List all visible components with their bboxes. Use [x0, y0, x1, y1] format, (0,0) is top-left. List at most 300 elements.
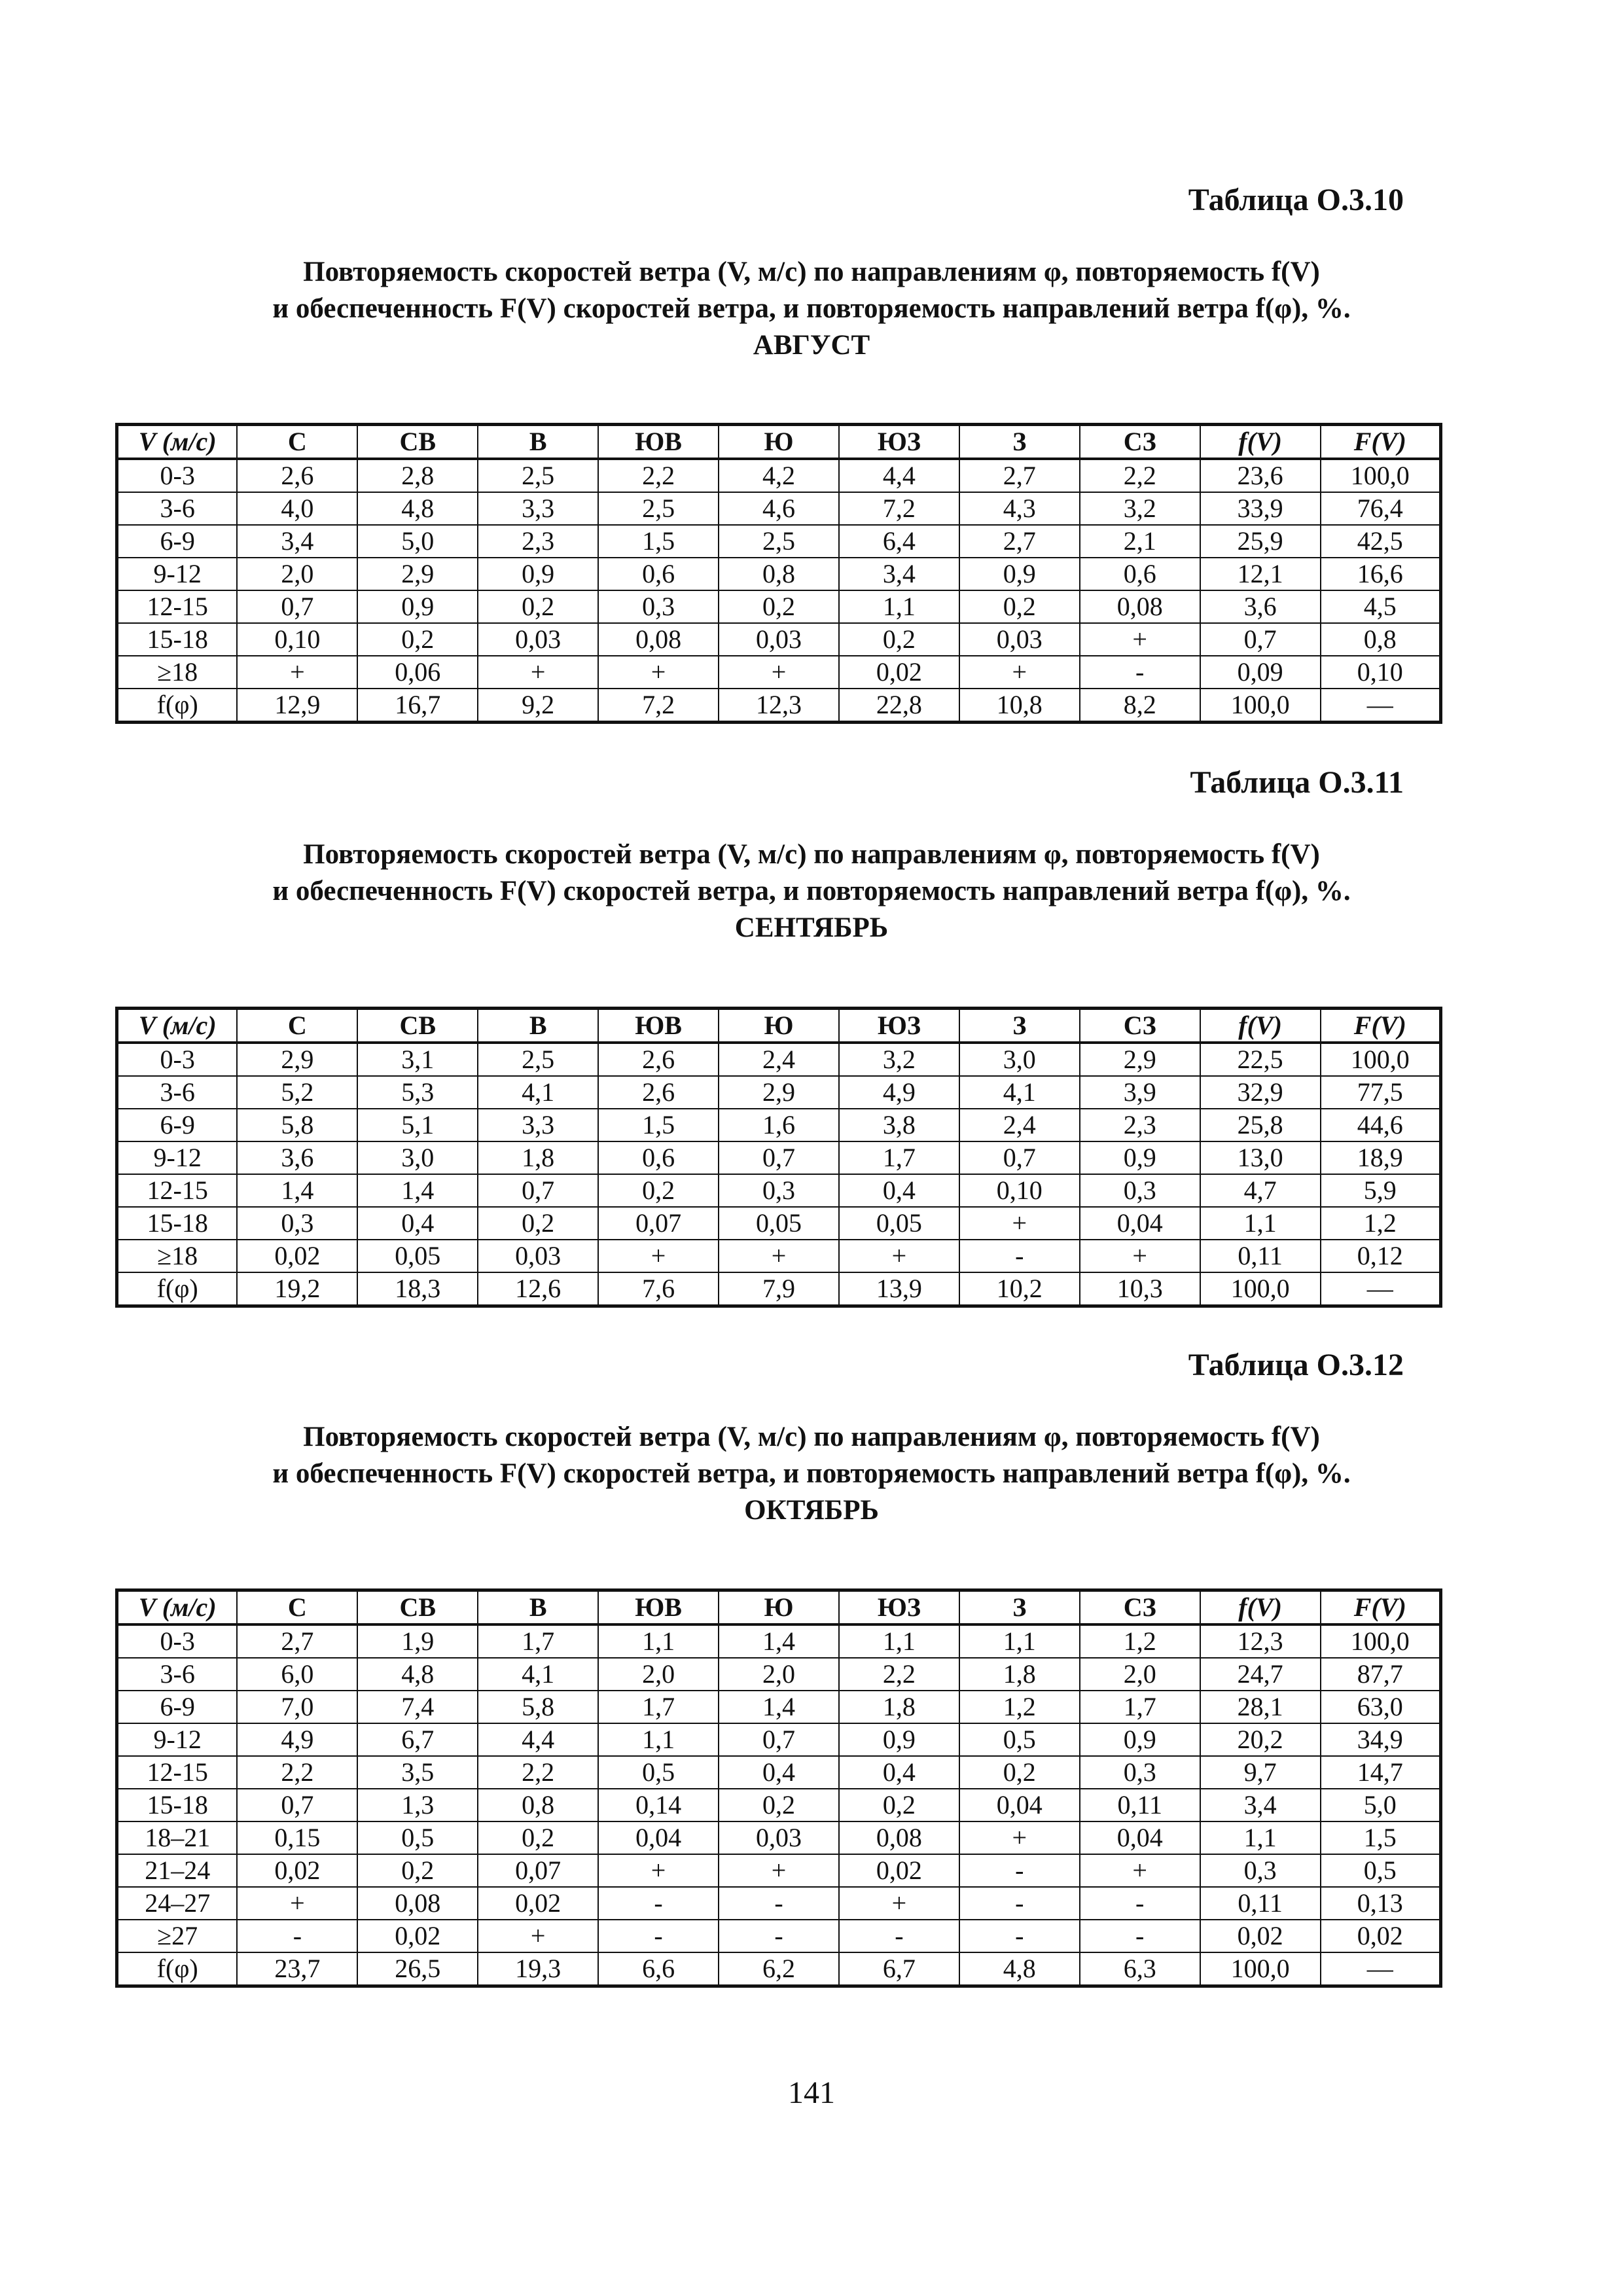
table-cell: + [237, 656, 357, 689]
table-cell: 0,5 [1321, 1854, 1441, 1887]
table-cell: 5,1 [357, 1109, 478, 1141]
table-cell: 0,9 [1080, 1141, 1200, 1174]
table-cell: 0,02 [478, 1887, 598, 1920]
table-cell: 5,0 [357, 525, 478, 558]
table-cell: + [598, 656, 719, 689]
row-label-cell: 9-12 [117, 558, 238, 590]
column-header: З [959, 1009, 1080, 1043]
table-cell: 0,07 [478, 1854, 598, 1887]
table-caption [0, 254, 1623, 364]
table-cell: — [1321, 1952, 1441, 1986]
column-header: С [237, 1009, 357, 1043]
table-cell: 1,5 [1321, 1821, 1441, 1854]
table-cell: 1,2 [1321, 1207, 1441, 1240]
table-cell: 6,4 [839, 525, 959, 558]
table-cell: 5,2 [237, 1076, 357, 1109]
table-cell: 0,02 [839, 1854, 959, 1887]
table-cell: 1,4 [719, 1691, 839, 1723]
column-header: СВ [357, 425, 478, 459]
table-cell: 4,4 [839, 459, 959, 492]
table-row [117, 689, 1441, 723]
table-cell: 0,2 [598, 1174, 719, 1207]
table-cell: 0,10 [237, 623, 357, 656]
table-cell: 0,15 [237, 1821, 357, 1854]
table-cell: 63,0 [1321, 1691, 1441, 1723]
table-cell: 100,0 [1200, 1272, 1321, 1306]
row-label-cell: 6-9 [117, 1109, 238, 1141]
table-cell: 0,2 [959, 590, 1080, 623]
table-cell: 33,9 [1200, 492, 1321, 525]
column-header: f(V) [1200, 1009, 1321, 1043]
table-cell: 2,1 [1080, 525, 1200, 558]
table-cell: 100,0 [1200, 1952, 1321, 1986]
table-cell: 0,2 [478, 1207, 598, 1240]
column-header: ЮЗ [839, 1009, 959, 1043]
row-label-cell: 0-3 [117, 459, 238, 492]
column-header: ЮЗ [839, 1590, 959, 1625]
table-cell: 6,6 [598, 1952, 719, 1986]
table-cell: 0,5 [357, 1821, 478, 1854]
table-cell: 25,8 [1200, 1109, 1321, 1141]
table-cell: + [237, 1887, 357, 1920]
column-header: СЗ [1080, 425, 1200, 459]
table-cell: 0,6 [1080, 558, 1200, 590]
table-cell: 4,8 [357, 1658, 478, 1691]
table-cell: 5,3 [357, 1076, 478, 1109]
row-label-cell: f(φ) [117, 689, 238, 723]
table-cell: 2,9 [1080, 1043, 1200, 1076]
row-label-cell: 21–24 [117, 1854, 238, 1887]
table-cell: 0,4 [839, 1174, 959, 1207]
table-cell: 3,2 [1080, 492, 1200, 525]
table-cell: 2,9 [357, 558, 478, 590]
column-header: f(V) [1200, 1590, 1321, 1625]
table-cell: 16,6 [1321, 558, 1441, 590]
table-cell: 2,6 [237, 459, 357, 492]
table-cell: - [719, 1887, 839, 1920]
row-label-cell: 0-3 [117, 1043, 238, 1076]
wind-table [115, 423, 1442, 724]
table-cell: + [719, 1240, 839, 1272]
table-cell: 24,7 [1200, 1658, 1321, 1691]
table-cell: 2,2 [839, 1658, 959, 1691]
table-cell: 0,14 [598, 1789, 719, 1821]
table-cell: 0,3 [598, 590, 719, 623]
table-cell: 0,4 [719, 1756, 839, 1789]
column-header: З [959, 1590, 1080, 1625]
table-cell: - [598, 1920, 719, 1952]
table-cell: 0,6 [598, 1141, 719, 1174]
table-row [117, 1240, 1441, 1272]
table-row [117, 492, 1441, 525]
header-row [117, 425, 1441, 459]
table-cell: 4,4 [478, 1723, 598, 1756]
table-cell: 3,3 [478, 492, 598, 525]
table-cell: 19,3 [478, 1952, 598, 1986]
table-cell: 3,6 [237, 1141, 357, 1174]
table-cell: 3,0 [357, 1141, 478, 1174]
table-cell: - [959, 1920, 1080, 1952]
table-cell: 3,0 [959, 1043, 1080, 1076]
table-caption [0, 1419, 1623, 1529]
table-cell: 8,2 [1080, 689, 1200, 723]
table-cell: + [719, 1854, 839, 1887]
table-cell: 0,11 [1200, 1887, 1321, 1920]
table-cell: + [598, 1240, 719, 1272]
table-cell: 0,2 [357, 1854, 478, 1887]
table-cell: 0,5 [598, 1756, 719, 1789]
table-cell: 0,3 [719, 1174, 839, 1207]
table-cell: 2,3 [478, 525, 598, 558]
table-row [117, 1887, 1441, 1920]
table-cell: + [719, 656, 839, 689]
row-label-cell: 3-6 [117, 1076, 238, 1109]
table-cell: 22,5 [1200, 1043, 1321, 1076]
table-cell: 1,8 [959, 1658, 1080, 1691]
table-cell: 2,5 [478, 1043, 598, 1076]
table-cell: 4,2 [719, 459, 839, 492]
table-cell: 2,7 [959, 459, 1080, 492]
row-label-cell: 15-18 [117, 1789, 238, 1821]
column-header: ЮВ [598, 425, 719, 459]
table-cell: 0,10 [1321, 656, 1441, 689]
row-label-cell: 6-9 [117, 1691, 238, 1723]
row-label-cell: 9-12 [117, 1723, 238, 1756]
table-cell: 2,6 [598, 1076, 719, 1109]
table-row [117, 656, 1441, 689]
table-cell: 0,08 [1080, 590, 1200, 623]
table-cell: 3,4 [839, 558, 959, 590]
column-header: В [478, 425, 598, 459]
row-label-cell: 3-6 [117, 1658, 238, 1691]
table-cell: 0,02 [1200, 1920, 1321, 1952]
table-cell: 6,7 [839, 1952, 959, 1986]
table-cell: 0,2 [357, 623, 478, 656]
table-cell: 0,2 [478, 590, 598, 623]
table-cell: - [959, 1240, 1080, 1272]
table-cell: 0,11 [1080, 1789, 1200, 1821]
table-cell: - [719, 1920, 839, 1952]
table-cell: 0,5 [959, 1723, 1080, 1756]
table-cell: 1,1 [839, 590, 959, 623]
table-cell: 100,0 [1321, 1043, 1441, 1076]
table-cell: 0,7 [1200, 623, 1321, 656]
table-cell: 5,0 [1321, 1789, 1441, 1821]
caption-line-1: Повторяемость скоростей ветра (V, м/с) по направлениям φ, повторяемость f(V) [303, 839, 1320, 870]
table-cell: 9,7 [1200, 1756, 1321, 1789]
table-cell: 6,2 [719, 1952, 839, 1986]
table-cell: 0,05 [719, 1207, 839, 1240]
column-header: ЮЗ [839, 425, 959, 459]
table-cell: 2,2 [478, 1756, 598, 1789]
table-cell: 1,2 [1080, 1624, 1200, 1658]
table-cell: + [959, 1821, 1080, 1854]
column-header: СЗ [1080, 1009, 1200, 1043]
table-cell: 0,08 [839, 1821, 959, 1854]
table-cell: 14,7 [1321, 1756, 1441, 1789]
caption-line-2: и обеспеченность F(V) скоростей ветра, и повторяемость направлений ветра f(φ), %. [272, 876, 1351, 906]
table-cell: - [237, 1920, 357, 1952]
column-header: V (м/с) [117, 425, 238, 459]
table-cell: 7,9 [719, 1272, 839, 1306]
table-cell: 2,9 [719, 1076, 839, 1109]
table-cell: 1,7 [598, 1691, 719, 1723]
table-cell: 2,2 [1080, 459, 1200, 492]
table-cell: 0,7 [237, 590, 357, 623]
column-header: З [959, 425, 1080, 459]
table-cell: 0,8 [478, 1789, 598, 1821]
table-cell: 0,02 [839, 656, 959, 689]
table-cell: 12,3 [719, 689, 839, 723]
table-cell: 2,7 [237, 1624, 357, 1658]
table-cell: 2,3 [1080, 1109, 1200, 1141]
table-cell: 0,9 [839, 1723, 959, 1756]
table-cell: 3,5 [357, 1756, 478, 1789]
column-header: F(V) [1321, 1009, 1441, 1043]
table-cell: 12,6 [478, 1272, 598, 1306]
table-cell: 0,4 [839, 1756, 959, 1789]
table-cell: 0,9 [1080, 1723, 1200, 1756]
table-cell: 0,08 [357, 1887, 478, 1920]
table-cell: 1,1 [598, 1624, 719, 1658]
table-cell: 0,05 [357, 1240, 478, 1272]
table-row [117, 1207, 1441, 1240]
table-row [117, 1952, 1441, 1986]
column-header: Ю [719, 425, 839, 459]
header-row [117, 1590, 1441, 1625]
table-row [117, 1043, 1441, 1076]
table-cell: 0,6 [598, 558, 719, 590]
table-cell: 4,1 [478, 1076, 598, 1109]
column-header: В [478, 1009, 598, 1043]
table-cell: 0,05 [839, 1207, 959, 1240]
table-cell: 0,7 [719, 1723, 839, 1756]
column-header: Ю [719, 1590, 839, 1625]
column-header: ЮВ [598, 1009, 719, 1043]
row-label-cell: 12-15 [117, 1756, 238, 1789]
column-header: ЮВ [598, 1590, 719, 1625]
table-cell: 1,8 [839, 1691, 959, 1723]
table-cell: 42,5 [1321, 525, 1441, 558]
row-label-cell: 9-12 [117, 1141, 238, 1174]
table-cell: 10,8 [959, 689, 1080, 723]
table-cell: 12,9 [237, 689, 357, 723]
table-cell: 0,8 [1321, 623, 1441, 656]
table-cell: 100,0 [1200, 689, 1321, 723]
row-label-cell: 6-9 [117, 525, 238, 558]
table-row [117, 1076, 1441, 1109]
table-cell: 7,0 [237, 1691, 357, 1723]
column-header: Ю [719, 1009, 839, 1043]
table-cell: 2,4 [959, 1109, 1080, 1141]
column-header: f(V) [1200, 425, 1321, 459]
table-cell: 0,02 [237, 1240, 357, 1272]
table-cell: 1,3 [357, 1789, 478, 1821]
table-cell: 5,8 [237, 1109, 357, 1141]
caption-month: СЕНТЯБРЬ [734, 912, 889, 943]
table-cell: + [959, 656, 1080, 689]
table-cell: 0,03 [478, 623, 598, 656]
table-cell: 5,9 [1321, 1174, 1441, 1207]
table-cell: 0,2 [478, 1821, 598, 1854]
table-cell: 0,9 [478, 558, 598, 590]
table-cell: 32,9 [1200, 1076, 1321, 1109]
table-cell: 4,7 [1200, 1174, 1321, 1207]
table-cell: — [1321, 1272, 1441, 1306]
table-cell: 22,8 [839, 689, 959, 723]
page-number: 141 [788, 2075, 835, 2110]
table-cell: 25,9 [1200, 525, 1321, 558]
row-label-cell: ≥27 [117, 1920, 238, 1952]
table-cell: 0,12 [1321, 1240, 1441, 1272]
table-cell: 0,7 [237, 1789, 357, 1821]
table-cell: 1,5 [598, 525, 719, 558]
table-cell: 7,6 [598, 1272, 719, 1306]
table-cell: + [959, 1207, 1080, 1240]
table-cell: 6,3 [1080, 1952, 1200, 1986]
table-cell: 3,4 [1200, 1789, 1321, 1821]
column-header: V (м/с) [117, 1590, 238, 1625]
table-row [117, 1272, 1441, 1306]
column-header: СЗ [1080, 1590, 1200, 1625]
row-label-cell: 12-15 [117, 590, 238, 623]
table-cell: 44,6 [1321, 1109, 1441, 1141]
caption-line-2: и обеспеченность F(V) скоростей ветра, и повторяемость направлений ветра f(φ), %. [272, 1458, 1351, 1489]
table-cell: 16,7 [357, 689, 478, 723]
table-row [117, 1624, 1441, 1658]
table-cell: 6,7 [357, 1723, 478, 1756]
table-cell: 0,02 [237, 1854, 357, 1887]
table-cell: 6,0 [237, 1658, 357, 1691]
table-cell: 3,1 [357, 1043, 478, 1076]
column-header: СВ [357, 1009, 478, 1043]
table-cell: 12,3 [1200, 1624, 1321, 1658]
table-cell: 0,9 [357, 590, 478, 623]
row-label-cell: ≥18 [117, 656, 238, 689]
table-row [117, 1658, 1441, 1691]
table-number: Таблица О.3.10 [1188, 183, 1404, 217]
row-label-cell: 3-6 [117, 492, 238, 525]
table-cell: 0,7 [478, 1174, 598, 1207]
table-cell: 1,9 [357, 1624, 478, 1658]
table-cell: 1,7 [478, 1624, 598, 1658]
caption-line-1: Повторяемость скоростей ветра (V, м/с) по направлениям φ, повторяемость f(V) [303, 257, 1320, 287]
table-cell: 7,2 [839, 492, 959, 525]
table-cell: 0,2 [839, 623, 959, 656]
table-cell: — [1321, 689, 1441, 723]
table-cell: 0,2 [719, 590, 839, 623]
table-cell: 4,6 [719, 492, 839, 525]
column-header: В [478, 1590, 598, 1625]
table-cell: 0,3 [237, 1207, 357, 1240]
table-cell: + [839, 1240, 959, 1272]
table-cell: 4,0 [237, 492, 357, 525]
table-cell: 4,5 [1321, 590, 1441, 623]
table-cell: - [839, 1920, 959, 1952]
table-row [117, 1174, 1441, 1207]
table-cell: 0,02 [357, 1920, 478, 1952]
table-row [117, 1854, 1441, 1887]
table-cell: 0,7 [719, 1141, 839, 1174]
table-cell: 1,8 [478, 1141, 598, 1174]
caption-month: АВГУСТ [753, 330, 870, 361]
table-cell: 0,03 [478, 1240, 598, 1272]
header-row [117, 1009, 1441, 1043]
column-header: С [237, 425, 357, 459]
table-cell: 77,5 [1321, 1076, 1441, 1109]
table-cell: 28,1 [1200, 1691, 1321, 1723]
table-cell: 4,1 [478, 1658, 598, 1691]
column-header: СВ [357, 1590, 478, 1625]
table-cell: 2,7 [959, 525, 1080, 558]
table-cell: 0,03 [959, 623, 1080, 656]
table-cell: 20,2 [1200, 1723, 1321, 1756]
row-label-cell: ≥18 [117, 1240, 238, 1272]
table-row [117, 590, 1441, 623]
table-cell: 100,0 [1321, 1624, 1441, 1658]
table-cell: 2,6 [598, 1043, 719, 1076]
table-cell: 34,9 [1321, 1723, 1441, 1756]
table-cell: + [598, 1854, 719, 1887]
table-cell: 12,1 [1200, 558, 1321, 590]
table-cell: 1,4 [357, 1174, 478, 1207]
table-cell: 2,8 [357, 459, 478, 492]
table-cell: 3,6 [1200, 590, 1321, 623]
caption-month: ОКТЯБРЬ [744, 1495, 879, 1526]
wind-table [115, 1588, 1442, 1988]
table-cell: 1,5 [598, 1109, 719, 1141]
table-cell: 2,5 [478, 459, 598, 492]
table-cell: 87,7 [1321, 1658, 1441, 1691]
table-cell: 0,08 [598, 623, 719, 656]
table-row [117, 623, 1441, 656]
column-header: F(V) [1321, 425, 1441, 459]
table-cell: - [1080, 1887, 1200, 1920]
table-cell: - [1080, 1920, 1200, 1952]
table-cell: 1,1 [598, 1723, 719, 1756]
table-cell: 3,3 [478, 1109, 598, 1141]
row-label-cell: 0-3 [117, 1624, 238, 1658]
table-cell: 0,3 [1080, 1756, 1200, 1789]
table-cell: 2,0 [237, 558, 357, 590]
table-cell: 5,8 [478, 1691, 598, 1723]
table-cell: 3,8 [839, 1109, 959, 1141]
table-cell: 3,9 [1080, 1076, 1200, 1109]
table-cell: 2,0 [719, 1658, 839, 1691]
table-cell: 2,2 [237, 1756, 357, 1789]
table-cell: 1,1 [839, 1624, 959, 1658]
table-cell: 0,03 [719, 623, 839, 656]
table-cell: + [478, 1920, 598, 1952]
table-cell: 2,5 [598, 492, 719, 525]
table-cell: 0,07 [598, 1207, 719, 1240]
table-cell: + [1080, 623, 1200, 656]
table-cell: 0,2 [839, 1789, 959, 1821]
table-row [117, 525, 1441, 558]
table-cell: 4,3 [959, 492, 1080, 525]
table-cell: 4,1 [959, 1076, 1080, 1109]
table-cell: + [1080, 1854, 1200, 1887]
table-cell: 2,9 [237, 1043, 357, 1076]
table-row [117, 459, 1441, 492]
table-cell: 1,4 [719, 1624, 839, 1658]
table-cell: 10,3 [1080, 1272, 1200, 1306]
table-cell: 13,9 [839, 1272, 959, 1306]
table-cell: 1,4 [237, 1174, 357, 1207]
table-cell: 0,09 [1200, 656, 1321, 689]
table-cell: 0,03 [719, 1821, 839, 1854]
table-cell: 2,5 [719, 525, 839, 558]
